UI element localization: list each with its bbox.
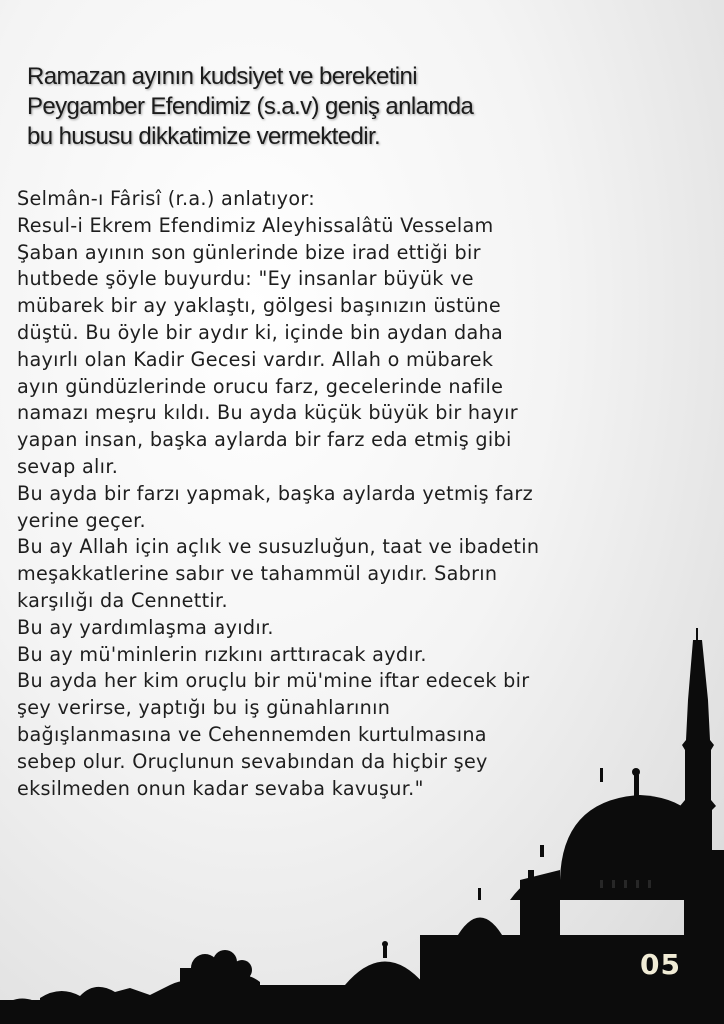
body-text: Selmân-ı Fârisî (r.a.) anlatıyor: Resul-i Ekrem Efendimiz Aleyhissalâtü Vesselam Şaban ayının son günlerinde bize irad ettiği bir hutbede şöyle buyurdu: "Ey insanlar büyük ve mübarek bir ay yaklaştı, gölgesi başınızın üstüne düştü. Bu öyle bir aydır ki, içinde bin aydan daha hayırlı olan Kadir Gecesi vardır. Allah o mübarek ayın gündüzlerinde orucu farz, gecelerinde nafile namazı meşru kıldı. Bu ayda küçük büyük bir hayır yapan insan, başka aylarda bir farz eda etmiş gibi sevap alır. Bu ayda bir farzı yapmak, başka aylarda yetmiş farz yerine geçer. Bu ay Allah için açlık ve susuzluğun, taat ve ibadetin meşakkatlerine sabır ve tahammül ayıdır. Sabrın karşılığı da Cennettir. Bu ay yardımlaşma ayıdır. Bu ay mü'minlerin rızkını arttıracak aydır. Bu ayda her kim oruçlu bir mü'mine iftar edecek bir şey verirse, yaptığı bu iş günahlarının bağışlanmasına ve Cehennemden kurtulmasına sebep olur. Oruçlunun sevabından da hiçbir şey eksilmeden onun kadar sevaba kavuşur." — [17, 187, 540, 800]
page-number: 05 — [640, 948, 681, 981]
intro-heading: Ramazan ayının kudsiyet ve bereketini Peygamber Efendimiz (s.a.v) geniş anlamda bu hususu dikkatimize vermektedir. — [27, 63, 474, 150]
